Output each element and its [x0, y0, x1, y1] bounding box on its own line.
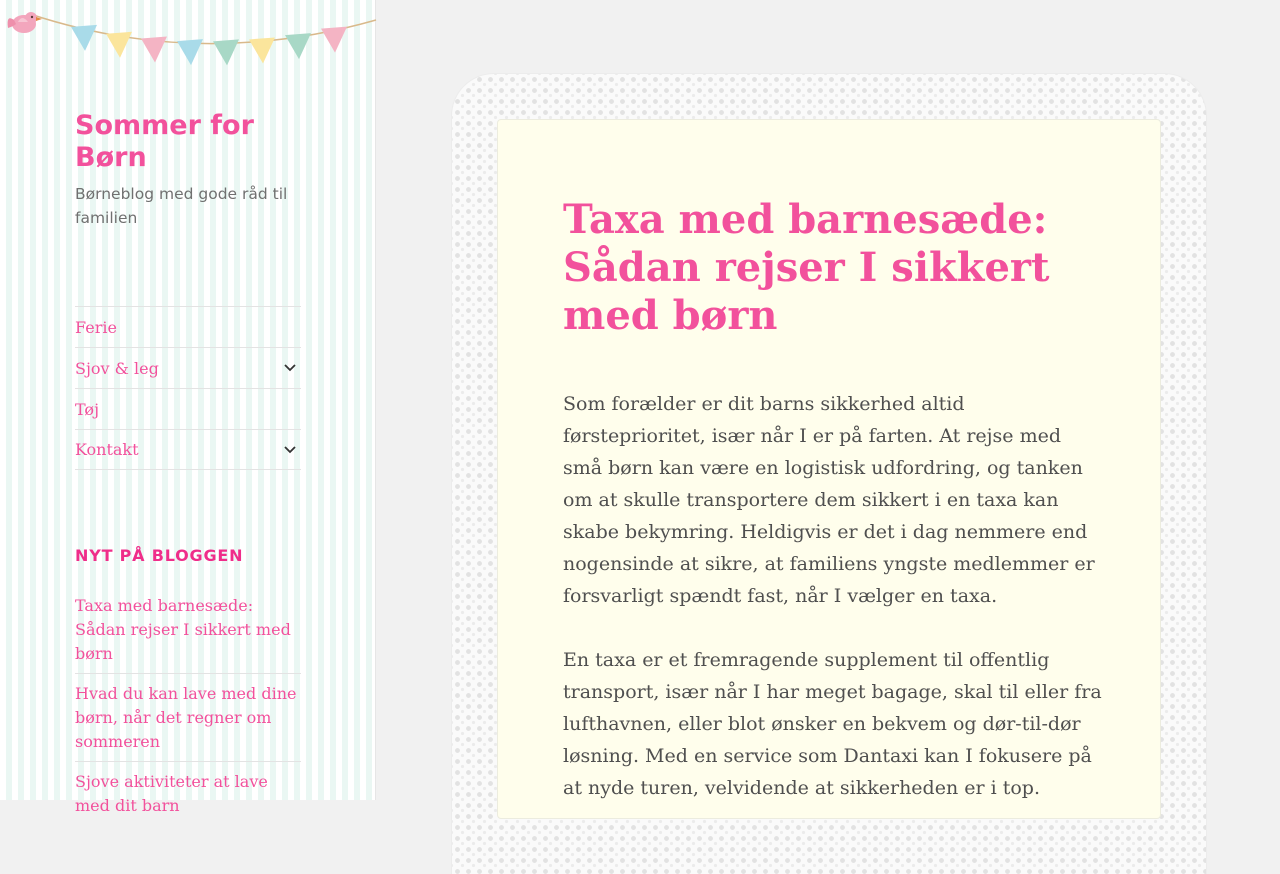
bunting-flag	[71, 25, 97, 51]
bunting-flag	[177, 39, 203, 65]
bunting-flag	[106, 32, 132, 58]
nav-item-label[interactable]: Ferie	[75, 317, 117, 337]
nav-item-kontakt[interactable]	[75, 429, 301, 470]
bunting-flag	[213, 39, 239, 65]
nav-item-ferie[interactable]	[75, 306, 301, 347]
post-content	[563, 388, 1103, 836]
nav-item-toj[interactable]	[75, 388, 301, 429]
nav-item-label[interactable]: Sjov & leg	[75, 358, 159, 378]
nav-item-label[interactable]: Tøj	[75, 399, 100, 419]
bunting-flag	[321, 27, 347, 53]
post-title: Taxa med barnesæde: Sådan rejser I sikkert med børn	[563, 196, 1050, 339]
widget-title: NYT PÅ BLOGGEN	[75, 546, 244, 565]
bunting-flag	[285, 33, 311, 59]
site-title[interactable]: Sommer for Børn	[75, 110, 254, 173]
post-paragraph: En taxa er et fremragende supplement til offentlig transport, især når I har meget bagage, skal til eller fra lufthavnen, eller blot ønsker en bekvem og dør-til-dør løsning. Med en service som Dantaxi kan I fokusere på at nyde turen, velvidende at sikkerheden er i top.	[563, 649, 1102, 799]
recent-post-link[interactable]: Taxa med barnesæde: Sådan rejser I sikkert med børn	[75, 594, 301, 674]
main-navigation	[75, 306, 301, 470]
recent-post-link[interactable]: Sjove aktiviteter at lave med dit barn	[75, 772, 268, 815]
bird-icon	[8, 12, 42, 33]
bunting-decoration	[0, 0, 376, 80]
recent-post-link[interactable]: Hvad du kan lave med dine børn, når det regner om sommeren	[75, 682, 301, 762]
recent-posts-list	[75, 594, 301, 833]
sidebar	[0, 0, 376, 815]
nav-item-label[interactable]: Kontakt	[75, 440, 139, 459]
nav-item-sjov-leg[interactable]	[75, 347, 301, 388]
chevron-down-icon[interactable]	[279, 357, 301, 379]
bunting-flag	[141, 37, 167, 63]
bunting-flag	[249, 37, 275, 63]
post-paragraph: Som forælder er dit barns sikkerhed altid førsteprioritet, især når I er på farten. At rejse med små børn kan være en logistisk udfordring, og tanken om at skulle transportere dem sikkert i en taxa kan skabe bekymring. Heldigvis er det i dag nemmere end nogensinde at sikre, at familiens yngste medlemmer er forsvarligt spændt fast, når I vælger en taxa.	[563, 393, 1095, 607]
site-description: Børneblog med gode råd til familien	[75, 185, 288, 227]
chevron-down-icon[interactable]	[279, 439, 301, 461]
